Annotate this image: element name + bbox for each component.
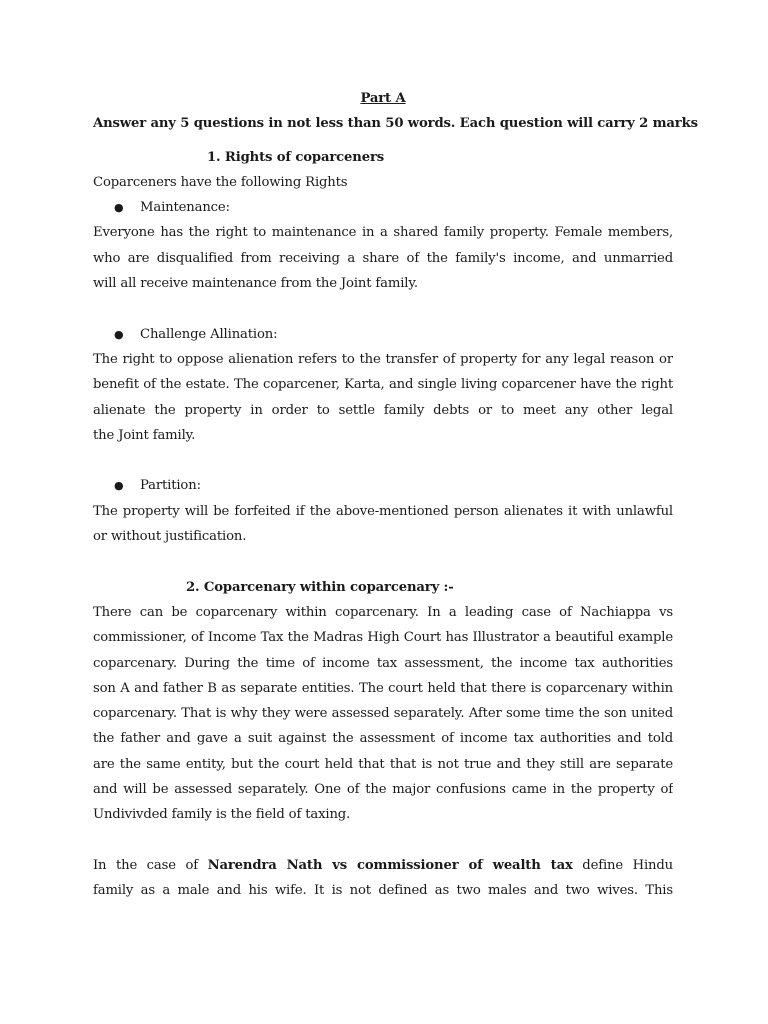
bullet-challenge	[93, 322, 673, 347]
case-prefix: In the case of	[93, 857, 198, 873]
paragraph-line: The right to oppose alienation refers to the transfer of property for any legal reason or	[93, 351, 673, 367]
paragraph-line: commissioner, of Income Tax the Madras High Court has Illustrator a beautiful example	[93, 630, 673, 646]
paragraph-line: the Joint family.	[93, 427, 196, 443]
paragraph-line: The property will be forfeited if the above-mentioned person alienates it with unlawful	[93, 503, 673, 519]
question-1-intro: Coparceners have the following Rights	[93, 174, 348, 190]
bullet-partition	[93, 473, 673, 498]
bullet-icon: ●	[114, 201, 124, 215]
paragraph-line: family as a male and his wife. It is not defined as two males and two wives. This	[93, 883, 673, 899]
paragraph-line: Undivivded family is the field of taxing.	[93, 807, 351, 823]
paragraph-line: alienate the property in order to settle family debts or to meet any other legal	[93, 402, 673, 418]
bullet-maintenance	[93, 195, 673, 220]
paragraph-line: benefit of the estate. The coparcener, Karta, and single living coparcener have the right	[93, 377, 673, 393]
paragraph-line: coparcenary. That is why they were assessed separately. After some time the son united	[93, 706, 673, 722]
bullet-label: Maintenance:	[140, 200, 230, 216]
paragraph-line: or without justification.	[93, 529, 247, 545]
bullet-label: Partition:	[140, 478, 201, 494]
question-1-heading: 1. Rights of coparceners	[207, 149, 385, 165]
paragraph-line: and will be assessed separately. One of the major confusions came in the property of	[93, 782, 673, 798]
instructions: Answer any 5 questions in not less than 50 words. Each question will carry 2 marks	[93, 116, 698, 132]
paragraph-line: are the same entity, but the court held that that is not true and they still are separate	[93, 756, 673, 772]
paragraph-line: will all receive maintenance from the Joint family.	[93, 276, 418, 292]
case-paragraph-line	[93, 853, 673, 878]
case-suffix: define Hindu	[582, 857, 673, 873]
paragraph-line: the father and gave a suit against the assessment of income tax authorities and told	[93, 731, 673, 747]
part-title: Part A	[360, 91, 406, 106]
bullet-icon: ●	[114, 479, 124, 493]
paragraph-line: who are disqualified from receiving a share of the family's income, and unmarried	[93, 250, 673, 266]
document-page	[93, 86, 698, 904]
case-name: Narendra Nath vs commissioner of wealth tax	[207, 857, 573, 873]
paragraph-line: coparcenary. During the time of income tax assessment, the income tax authorities	[93, 655, 673, 671]
paragraph-line: Everyone has the right to maintenance in a shared family property. Female members,	[93, 225, 673, 241]
bullet-label: Challenge Allination:	[140, 326, 278, 342]
question-2-heading: 2. Coparcenary within coparcenary :-	[186, 579, 454, 595]
bullet-icon: ●	[114, 327, 124, 341]
paragraph-line: There can be coparcenary within coparcenary. In a leading case of Nachiappa vs	[93, 604, 673, 620]
paragraph-line: son A and father B as separate entities. The court held that there is coparcenary within	[93, 680, 673, 696]
